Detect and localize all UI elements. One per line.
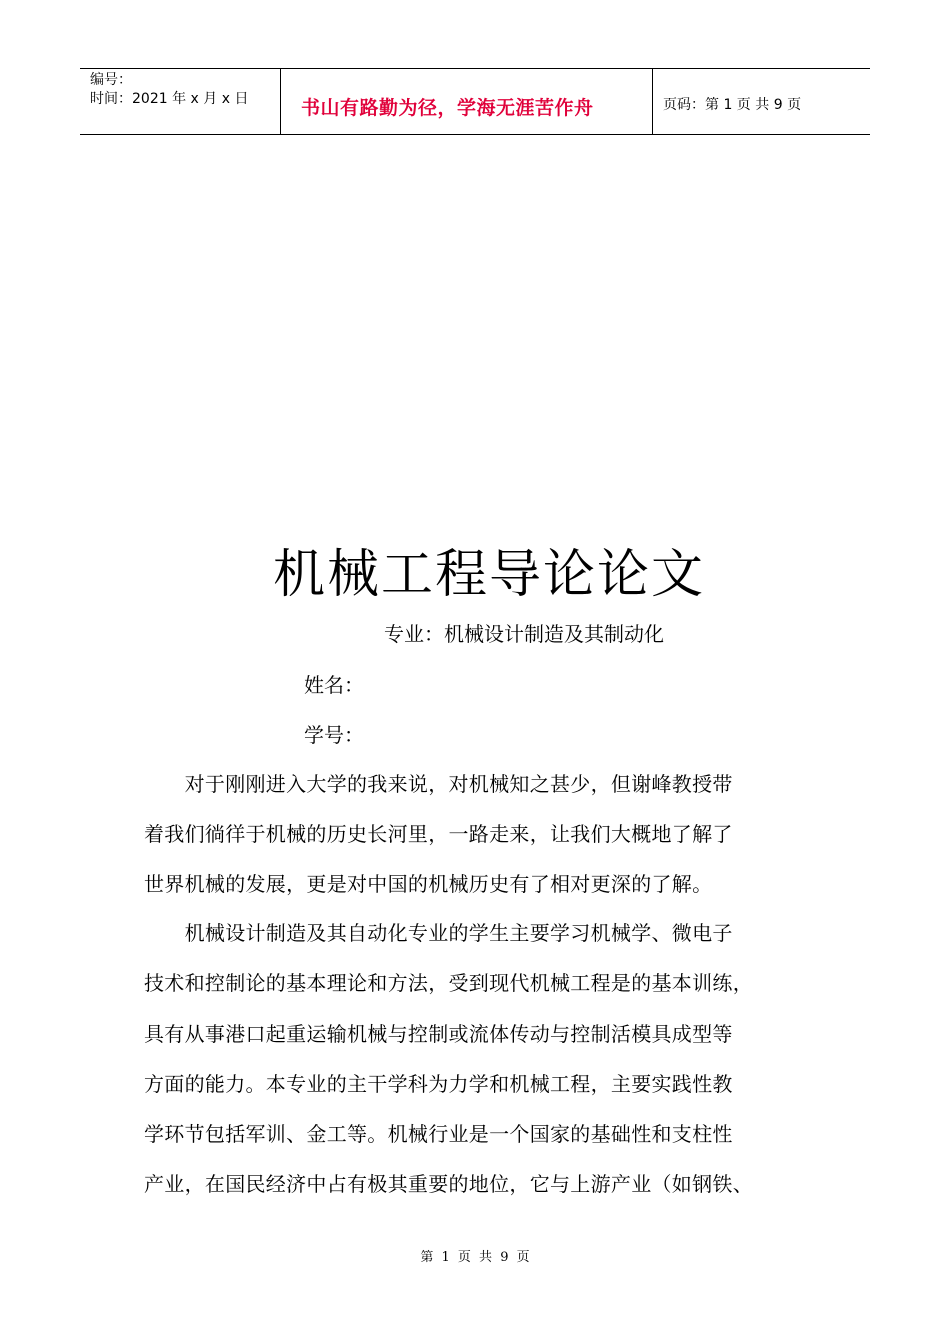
header-meta-cell: [80, 69, 281, 134]
body-line: 世界机械的发展，更是对中国的机械历史有了相对更深的了解。: [144, 872, 713, 896]
document-time-label: 时间：2021 年 x 月 x 日: [90, 91, 249, 107]
document-number-label: 编号：: [90, 72, 132, 88]
major-line: 专业：机械设计制造及其制动化: [384, 622, 664, 646]
name-label: 姓名：: [304, 673, 364, 697]
body-line: 具有从事港口起重运输机械与控制或流体传动与控制活模具成型等: [144, 1022, 733, 1046]
body-line: 学环节包括军训、金工等。机械行业是一个国家的基础性和支柱性: [144, 1122, 733, 1146]
body-line: 对于刚刚进入大学的我来说，对机械知之甚少，但谢峰教授带: [144, 772, 733, 796]
body-line: 方面的能力。本专业的主干学科为力学和机械工程，主要实践性教: [144, 1072, 733, 1096]
document-title: 机械工程导论论文: [272, 545, 705, 605]
body-line: 机械设计制造及其自动化专业的学生主要学习机械学、微电子: [144, 921, 733, 945]
header-motto-cell: [281, 69, 653, 134]
student-id-label: 学号：: [304, 723, 364, 747]
body-line: 产业，在国民经济中占有极其重要的地位，它与上游产业（如钢铁、: [144, 1172, 753, 1196]
body-line: 技术和控制论的基本理论和方法，受到现代机械工程是的基本训练，: [144, 971, 753, 995]
header-page-cell: [653, 69, 870, 134]
header-motto: 书山有路勤为径，学海无涯苦作舟: [301, 97, 594, 119]
document-header: [80, 68, 870, 135]
page-footer: 第 1 页 共 9 页: [420, 1250, 530, 1265]
header-page-code: 页码：第 1 页 共 9 页: [663, 97, 802, 113]
body-line: 着我们徜徉于机械的历史长河里，一路走来，让我们大概地了解了: [144, 822, 733, 846]
